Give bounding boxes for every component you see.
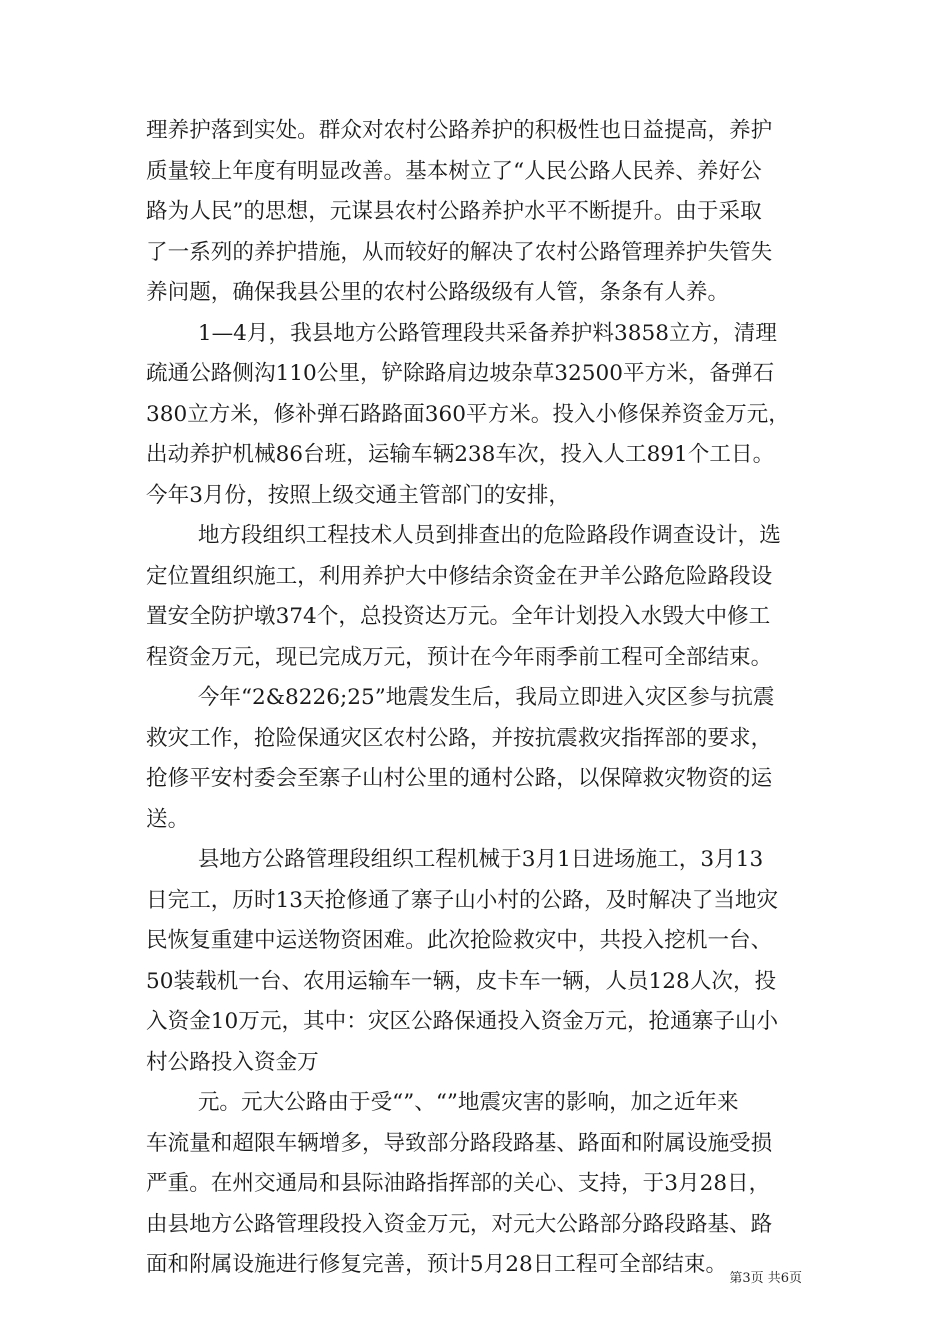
text-line: 疏通公路侧沟110公里，铲除路肩边坡杂草32500平方米，备弹石	[146, 361, 775, 386]
text-line: 日完工，历时13天抢修通了寨子山小村的公路，及时解决了当地灾	[146, 887, 779, 913]
text-line: 理养护落到实处。群众对农村公路养护的积极性也日益提高，养护	[146, 118, 773, 143]
text-line: 质量较上年度有明显改善。基本树立了“人民公路人民养、养好公	[146, 158, 762, 184]
text-line: 1—4月，我县地方公路管理段共采备养护料3858立方，清理	[197, 320, 777, 346]
text-line: 由县地方公路管理段投入资金万元，对元大公路部分路段路基、路	[146, 1211, 773, 1237]
text-line: 今年3月份，按照上级交通主管部门的安排，	[146, 482, 571, 508]
text-line: 380立方米，修补弹石路路面360平方米。投入小修保养资金万元，	[146, 401, 790, 427]
text-line: 救灾工作，抢险保通灾区农村公路，并按抗震救灾指挥部的要求，	[146, 725, 773, 751]
text-line: 严重。在州交通局和县际油路指挥部的关心、支持，于3月28日，	[146, 1171, 771, 1196]
text-line: 置安全防护墩374个，总投资达万元。全年计划投入水毁大中修工	[146, 604, 771, 629]
text-line: 今年“2&8226;25”地震发生后，我局立即进入灾区参与抗震	[197, 685, 775, 710]
text-line: 路为人民”的思想，元谋县农村公路养护水平不断提升。由于采取	[146, 199, 762, 224]
text-line: 村公路投入资金万	[146, 1049, 319, 1075]
text-line: 入资金10万元，其中：灾区公路保通投入资金万元，抢通寨子山小	[146, 1009, 779, 1034]
text-line: 50装载机一台、农用运输车一辆，皮卡车一辆，人员128人次，投	[146, 968, 777, 994]
text-line: 送。	[146, 806, 190, 832]
text-line: 出动养护机械86台班，运输车辆238车次，投入人工891个工日。	[146, 442, 775, 467]
text-line: 程资金万元，现已完成万元，预计在今年雨季前工程可全部结束。	[146, 644, 773, 670]
text-line: 抢修平安村委会至寨子山村公里的通村公路，以保障救灾物资的运	[146, 766, 773, 791]
page-number: 第3页 共6页	[729, 1271, 802, 1286]
text-line: 了一系列的养护措施，从而较好的解决了农村公路管理养护失管失	[146, 239, 773, 265]
text-line: 定位置组织施工，利用养护大中修结余资金在尹羊公路危险路段设	[146, 563, 773, 589]
text-line: 车流量和超限车辆增多，导致部分路段路基、路面和附属设施受损	[146, 1130, 773, 1156]
text-line: 元。元大公路由于受“”、“”地震灾害的影响，加之近年来	[197, 1090, 739, 1115]
text-line: 面和附属设施进行修复完善，预计5月28日工程可全部结束。	[146, 1252, 728, 1277]
document-body	[146, 111, 816, 1286]
text-line: 养问题，确保我县公里的农村公路级级有人管，条条有人养。	[146, 280, 730, 305]
text-line: 地方段组织工程技术人员到排查出的危险路段作调查设计，选	[197, 523, 781, 548]
text-line: 县地方公路管理段组织工程机械于3月1日进场施工，3月13	[197, 847, 764, 872]
text-line: 民恢复重建中运送物资困难。此次抢险救灾中，共投入挖机一台、	[146, 928, 773, 953]
